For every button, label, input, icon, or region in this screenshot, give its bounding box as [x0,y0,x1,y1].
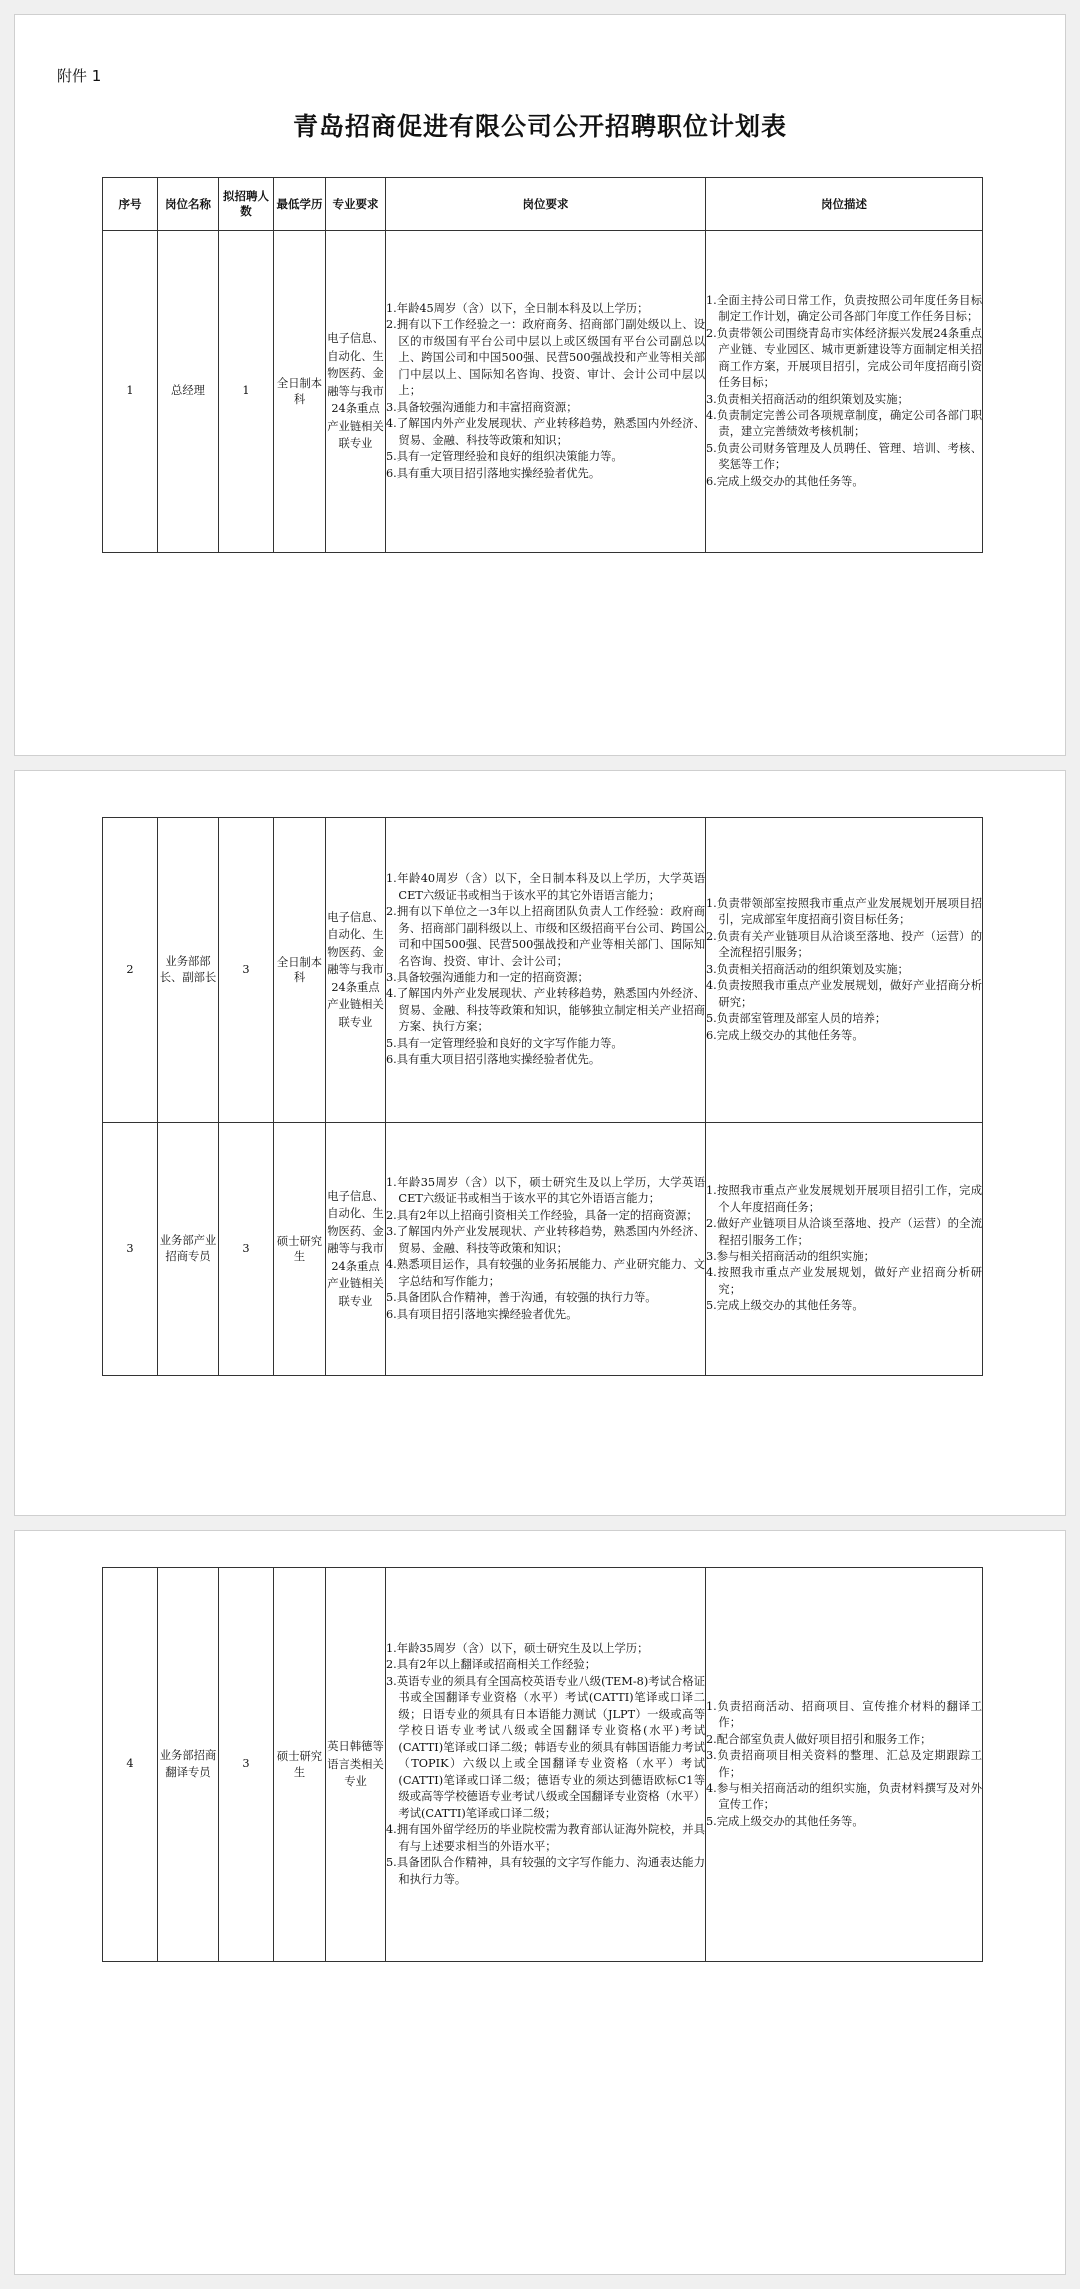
document-page-2 [14,770,1066,1516]
cell-education: 全日制本科 [274,231,326,553]
job-plan-table-continued [102,817,983,1376]
list-item: 2.具有2年以上招商引资相关工作经验，具备一定的招商资源； [386,1208,698,1222]
list-item: 1.年龄35周岁（含）以下，硕士研究生及以上学历，大学英语CET六级证书或相当于该水平的其它外语语言能力； [386,1175,705,1206]
cell-seq: 2 [103,818,158,1123]
list-item: 1.年龄40周岁（含）以下，全日制本科及以上学历，大学英语CET六级证书或相当于该水平的其它外语语言能力； [386,872,705,902]
cell-count: 3 [219,1123,274,1376]
list-item: 3.具备较强沟通能力和一定的招商资源； [386,971,589,984]
list-item: 1.全面主持公司日常工作，负责按照公司年度任务目标制定工作计划，确定公司各部门年度工作任务目标； [706,293,982,324]
list-item: 4.了解国内外产业发展现状、产业转移趋势，熟悉国内外经济、贸易、金融、科技等政策和知识，能够独立制定相关产业招商方案、执行方案； [386,987,705,1034]
document-page-3 [14,1530,1066,2275]
list-item: 3.参与相关招商活动的组织实施； [706,1250,875,1263]
job-plan-table [102,177,983,553]
list-item: 3.负责相关招商活动的组织策划及实施； [706,962,909,976]
list-item: 5.具备团队合作精神，具有较强的文字写作能力、沟通表达能力和执行力等。 [386,1856,705,1886]
description-list [706,1699,982,1831]
cell-major: 电子信息、自动化、生物医药、金融等与我市24条重点产业链相关联专业 [326,818,386,1123]
cell-major: 电子信息、自动化、生物医药、金融等与我市24条重点产业链相关联专业 [326,231,386,553]
list-item: 2.负责有关产业链项目从洽谈至落地、投产（运营）的全流程招引服务； [706,929,982,960]
requirements-list [386,1641,705,1888]
list-item: 2.具有2年以上翻译或招商相关工作经验； [386,1658,597,1672]
list-item: 1.年龄35周岁（含）以下，硕士研究生及以上学历； [386,1641,649,1655]
cell-position: 业务部招商翻译专员 [158,1568,219,1962]
list-item: 4.参与相关招商活动的组织实施，负责材料撰写及对外宣传工作； [706,1781,982,1812]
list-item: 5.具有一定管理经验和良好的组织决策能力等。 [386,450,623,464]
table-row [103,818,983,1123]
cell-description [706,1568,983,1962]
header-major: 专业要求 [326,178,386,231]
list-item: 6.完成上级交办的其他任务等。 [706,474,864,488]
cell-seq: 4 [103,1568,158,1962]
table-header-row [103,178,983,231]
list-item: 4.熟悉项目运作，具有较强的业务拓展能力、产业研究能力、文字总结和写作能力； [386,1258,705,1288]
list-item: 2.配合部室负责人做好项目招引和服务工作； [706,1732,932,1746]
table-row [103,1568,983,1962]
cell-requirements [386,818,706,1123]
list-item: 2.拥有以下单位之一3年以上招商团队负责人工作经验：政府商务、招商部门副科级以上、市级和区级招商平台公司、跨国公司和中国500强、民营500强战投和产业等相关部门、国际知名咨询、投资、审计、会计公司； [386,905,705,968]
header-seq: 序号 [103,178,158,231]
list-item: 1.按照我市重点产业发展规划开展项目招引工作，完成个人年度招商任务； [706,1184,982,1214]
header-description: 岗位描述 [706,178,983,231]
header-position-name: 岗位名称 [158,178,219,231]
cell-education: 硕士研究生 [274,1568,326,1962]
cell-requirements [386,1568,706,1962]
requirements-list [386,871,705,1069]
list-item: 1.年龄45周岁（含）以下，全日制本科及以上学历； [386,301,649,315]
description-list [706,896,982,1044]
list-item: 4.按照我市重点产业发展规划，做好产业招商分析研究； [706,1266,982,1296]
header-planned-count: 拟招聘人数 [219,178,274,231]
list-item: 4.负责按照我市重点产业发展规划，做好产业招商分析研究； [706,979,982,1009]
cell-seq: 1 [103,231,158,553]
table-row [103,1123,983,1376]
list-item: 3.英语专业的须具有全国高校英语专业八级(TEM-8)考试合格证书或全国翻译专业资格（水平）考试(CATTI)笔译或口译二级；日语专业的须具有日本语能力测试（JLPT）一级或高等学校日语专业考试八级或全国翻译专业资格(水平)考试(CATTI)笔译或口译二级；韩语专业的须具有韩国语能力考试（TOPIK）六级以上或全国翻译专业资格（水平）考试(CATTI)笔译或口译二级；德语专业的须达到德语欧标C1等级或高等学校德语专业考试八级或全国翻译专业资格（水平）考试(CATTI)笔译或口译二级； [386,1674,705,1820]
cell-description [706,1123,983,1376]
cell-count: 1 [219,231,274,553]
list-item: 6.具有重大项目招引落地实操经验者优先。 [386,466,601,480]
cell-seq: 3 [103,1123,158,1376]
list-item: 6.完成上级交办的其他任务等。 [706,1028,864,1042]
list-item: 3.负责相关招商活动的组织策划及实施； [706,392,909,406]
list-item: 1.负责招商活动、招商项目、宣传推介材料的翻译工作； [706,1699,982,1730]
cell-count: 3 [219,818,274,1123]
list-item: 5.负责公司财务管理及人员聘任、管理、培训、考核、奖惩等工作； [706,441,982,472]
list-item: 4.拥有国外留学经历的毕业院校需为教育部认证海外院校，并具有与上述要求相当的外语水平； [386,1823,705,1853]
table-row [103,231,983,553]
header-requirements: 岗位要求 [386,178,706,231]
cell-requirements [386,1123,706,1376]
list-item: 5.具有一定管理经验和良好的文字写作能力等。 [386,1036,623,1050]
list-item: 5.完成上级交办的其他任务等。 [706,1814,864,1828]
cell-major: 英日韩德等语言类相关专业 [326,1568,386,1962]
list-item: 2.做好产业链项目从洽谈至落地、投产（运营）的全流程招引服务工作； [706,1217,982,1247]
list-item: 4.了解国内外产业发展现状、产业转移趋势，熟悉国内外经济、贸易、金融、科技等政策和知识； [386,417,705,447]
cell-position: 业务部产业招商专员 [158,1123,219,1376]
list-item: 3.了解国内外产业发展现状、产业转移趋势，熟悉国内外经济、贸易、金融、科技等政策和知识； [386,1225,705,1255]
requirements-list [386,1175,705,1323]
job-plan-table-continued-2 [102,1567,983,1962]
description-list [706,1183,982,1315]
cell-major: 电子信息、自动化、生物医药、金融等与我市24条重点产业链相关联专业 [326,1123,386,1376]
document-page-1 [14,14,1066,756]
list-item: 5.完成上级交办的其他任务等。 [706,1299,864,1313]
cell-education: 全日制本科 [274,818,326,1123]
cell-position: 业务部部长、副部长 [158,818,219,1123]
list-item: 6.具有项目招引落地实操经验者优先。 [386,1307,578,1321]
cell-description [706,231,983,553]
list-item: 3.具备较强沟通能力和丰富招商资源； [386,400,578,414]
requirements-list [386,301,705,482]
cell-requirements [386,231,706,553]
cell-education: 硕士研究生 [274,1123,326,1376]
cell-description [706,818,983,1123]
list-item: 5.具备团队合作精神，善于沟通，有较强的执行力等。 [386,1291,657,1305]
attachment-label: 附件 1 [57,67,102,85]
list-item: 4.负责制定完善公司各项规章制度，确定公司各部门职责，建立完善绩效考核机制； [706,408,982,439]
cell-count: 3 [219,1568,274,1962]
cell-position: 总经理 [158,231,219,553]
document-title: 青岛招商促进有限公司公开招聘职位计划表 [292,112,787,141]
list-item: 2.负责带领公司围绕青岛市实体经济振兴发展24条重点产业链、专业园区、城市更新建设等方面制定相关招商工作方案，开展项目招引，完成公司年度招商引资任务目标； [706,326,982,390]
list-item: 5.负责部室管理及部室人员的培养； [706,1012,887,1026]
list-item: 3.负责招商项目相关资料的整理、汇总及定期跟踪工作； [706,1749,982,1779]
list-item: 6.具有重大项目招引落地实操经验者优先。 [386,1053,601,1067]
description-list [706,293,982,491]
list-item: 2.拥有以下工作经验之一：政府商务、招商部门副处级以上、设区的市级国有平台公司中层以上或区级国有平台公司副总以上、跨国公司和中国500强、民营500强战投和产业等相关部门中层以上、国际知名咨询、投资、审计、会计公司中层以上； [386,318,705,398]
header-min-education: 最低学历 [274,178,326,231]
list-item: 1.负责带领部室按照我市重点产业发展规划开展项目招引，完成部室年度招商引资目标任务； [706,896,982,927]
